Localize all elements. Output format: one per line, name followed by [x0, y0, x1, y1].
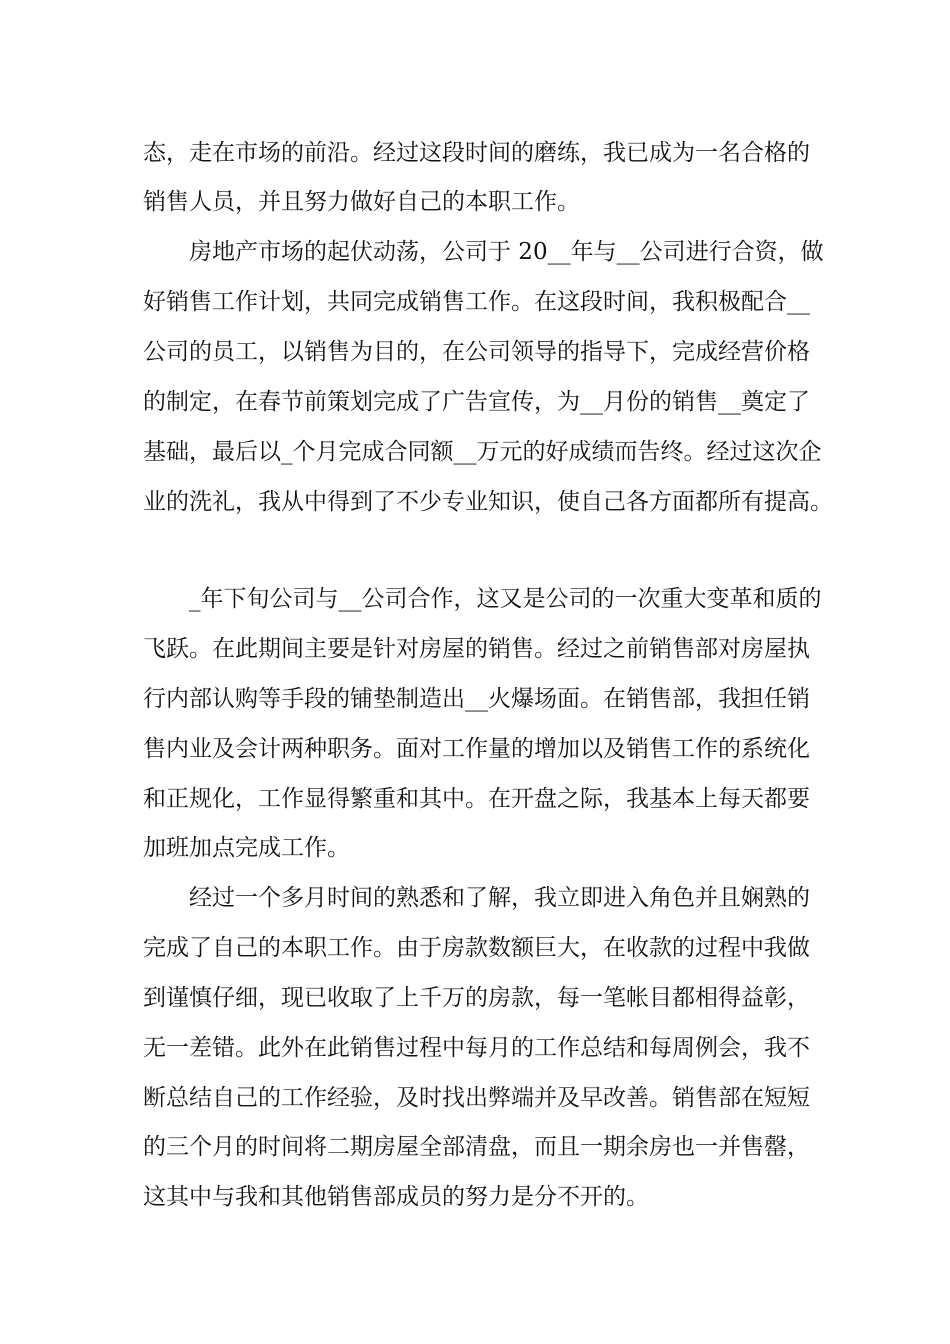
text-line: 行内部认购等手段的铺垫制造出__火爆场面。在销售部，我担任销	[143, 686, 810, 712]
text-line: 加班加点完成工作。	[143, 835, 350, 861]
text-line: 房地产市场的起伏动荡，公司于 20__年与__公司进行合资，做	[189, 239, 824, 265]
text-line: 基础，最后以_个月完成合同额__万元的好成绩而告终。经过这次企	[143, 439, 822, 465]
text-line: 态，走在市场的前沿。经过这段时间的磨练，我已成为一名合格的	[143, 140, 810, 166]
text-line: 断总结自己的工作经验，及时找出弊端并及早改善。销售部在短短	[143, 1085, 810, 1111]
text-line: 飞跃。在此期间主要是针对房屋的销售。经过之前销售部对房屋执	[143, 636, 810, 662]
text-line: 公司的员工，以销售为目的，在公司领导的指导下，完成经营价格	[143, 339, 810, 365]
text-line: 无一差错。此外在此销售过程中每月的工作总结和每周例会，我不	[143, 1035, 810, 1061]
text-line: 的制定，在春节前策划完成了广告宣传，为__月份的销售__奠定了	[143, 389, 810, 415]
text-line: 业的洗礼，我从中得到了不少专业知识，使自己各方面都所有提高。	[143, 489, 833, 515]
text-line: 这其中与我和其他销售部成员的努力是分不开的。	[143, 1184, 649, 1210]
text-line: 和正规化，工作显得繁重和其中。在开盘之际，我基本上每天都要	[143, 786, 810, 812]
text-line: 到谨慎仔细，现已收取了上千万的房款，每一笔帐目都相得益彰，	[143, 985, 810, 1011]
text-line: _年下旬公司与__公司合作，这又是公司的一次重大变革和质的	[189, 586, 822, 612]
text-line: 经过一个多月时间的熟悉和了解，我立即进入角色并且娴熟的	[189, 885, 810, 911]
text-line: 销售人员，并且努力做好自己的本职工作。	[143, 189, 580, 215]
text-line: 完成了自己的本职工作。由于房款数额巨大，在收款的过程中我做	[143, 935, 810, 961]
text-line: 售内业及会计两种职务。面对工作量的增加以及销售工作的系统化	[143, 736, 810, 762]
text-line: 好销售工作计划，共同完成销售工作。在这段时间，我积极配合__	[143, 289, 810, 315]
text-line: 的三个月的时间将二期房屋全部清盘，而且一期余房也一并售罄，	[143, 1134, 810, 1160]
